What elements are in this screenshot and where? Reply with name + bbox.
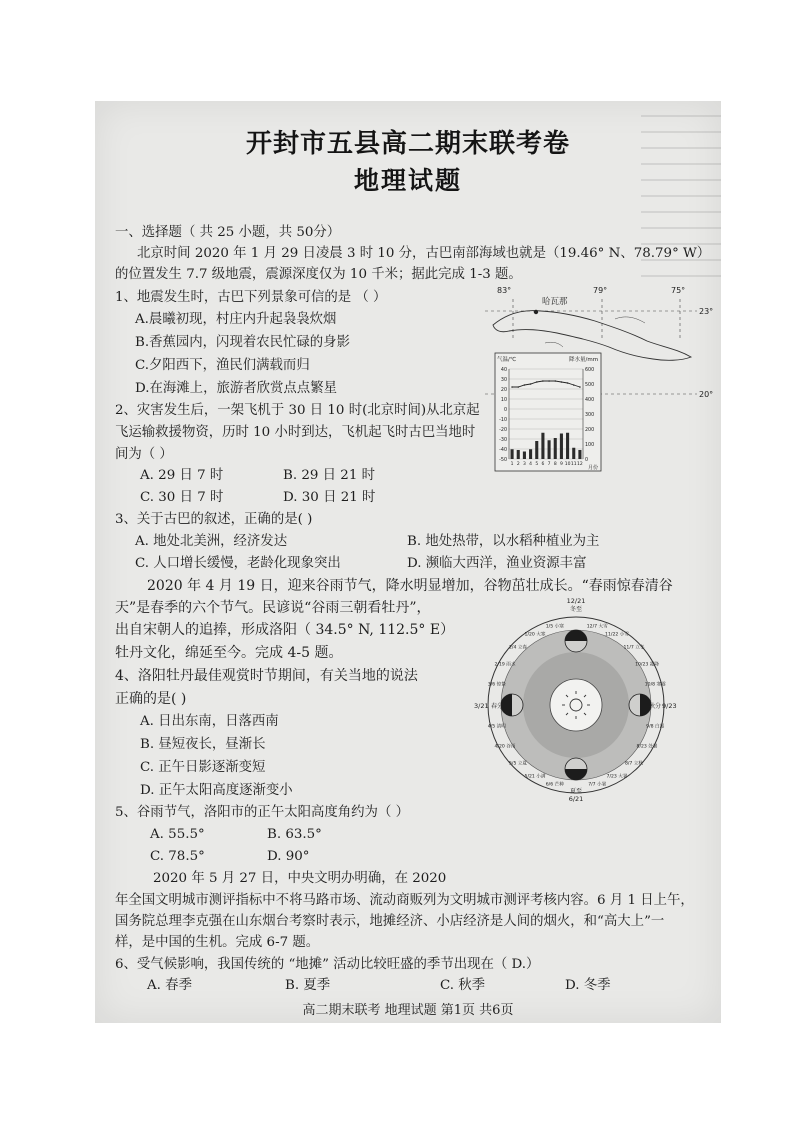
exam-title: 开封市五县高二期末联考卷 — [245, 129, 570, 159]
precip-tick-label: 200 — [585, 427, 595, 433]
temp-tick-label: 0 — [503, 407, 507, 413]
solar-term-label: 5/21 小满 — [524, 774, 546, 780]
temp-tick-label: 30 — [500, 377, 507, 383]
temperature-point — [567, 382, 569, 384]
q4-option-a: A. 日出东南，日落西南 — [140, 714, 279, 729]
solar-term-label: 8/23 处暑 — [636, 744, 658, 750]
solar-term-label: 11/22 小雪 — [605, 632, 629, 638]
month-tick-label: 9 — [559, 462, 563, 467]
temperature-point — [536, 381, 538, 383]
solar-term-label: 6/6 芒种 — [545, 782, 564, 788]
month-tick-label: 7 — [547, 462, 551, 467]
month-tick-label: 12 — [577, 462, 583, 467]
temperature-point — [561, 381, 563, 383]
intro-4-5-line-1: 2020 年 4 月 19 日，迎来谷雨节气，降水明显增加，谷物茁壮成长。“春雨惊春清谷 — [147, 578, 673, 594]
precip-bar — [517, 450, 520, 459]
q4-stem-line-1: 4、洛阳牡丹最佳观赏时节期间，有关当地的说法 — [115, 668, 418, 684]
temp-tick-label: -40 — [499, 447, 507, 453]
q6-stem: 6、受气候影响，我国传统的 “地摊” 活动比较旺盛的季节出现在（ D.） — [115, 957, 540, 972]
solar-term-label: 1/5 小寒 — [545, 624, 564, 630]
q1-option-b: B.香蕉园内，闪现着农民忙碌的身影 — [135, 335, 350, 350]
q4-option-b: B. 昼短夜长，昼渐长 — [140, 737, 266, 752]
map-lat-label-20: 20° — [699, 390, 714, 399]
temperature-point — [542, 380, 544, 382]
precip-bar — [523, 452, 526, 460]
q1-option-a: A.晨曦初现，村庄内升起袅袅炊烟 — [135, 312, 337, 327]
month-tick-label: 1 — [510, 462, 514, 467]
cuba-map-figure — [485, 281, 717, 481]
spring-date: 3/21 — [474, 702, 489, 710]
solar-term-label: 12/7 大雪 — [586, 624, 608, 630]
solar-term-label: 1/20 大寒 — [524, 632, 546, 638]
precip-tick-label: 100 — [585, 442, 595, 448]
spring-equinox-label: 春分 — [491, 703, 504, 710]
q5-option-d: D. 90° — [267, 849, 310, 864]
temp-tick-label: -10 — [499, 417, 507, 423]
earth-autumn — [629, 694, 651, 716]
q3-option-c: C. 人口增长缓慢，老龄化现象突出 — [135, 556, 341, 571]
q5-option-b: B. 63.5° — [267, 827, 322, 842]
solar-term-label: 7/23 大暑 — [606, 774, 628, 780]
q6-option-b: B. 夏季 — [285, 978, 331, 993]
solar-term-label: 4/5 清明 — [487, 724, 506, 730]
q3-option-b: B. 地处热带，以水稻种植业为主 — [407, 534, 600, 549]
temp-tick-label: 40 — [500, 367, 507, 373]
page-footer: 高二期末联考 地理试题 第1页 共6页 — [302, 1003, 514, 1018]
q1-option-c: C.夕阳西下，渔民们满载而归 — [135, 358, 310, 373]
map-lat-label-23: 23° — [699, 307, 714, 316]
precip-bar — [541, 433, 544, 459]
summer-date: 6/21 — [568, 795, 584, 803]
month-tick-label: 11 — [570, 462, 577, 467]
month-tick-label: 4 — [529, 462, 533, 467]
map-lon-label-75: 75° — [671, 286, 686, 295]
month-tick-label: 2 — [516, 462, 520, 467]
temp-tick-label: 10 — [500, 397, 507, 403]
earth-spring — [501, 694, 523, 716]
temp-tick-label: -50 — [499, 457, 507, 463]
precip-tick-label: 0 — [585, 457, 589, 463]
intro-4-5-line-4: 牡丹文化，绵延至今。完成 4-5 题。 — [115, 645, 343, 661]
intro-6-7-line-4: 样，是中国的生机。完成 6-7 题。 — [115, 935, 320, 950]
precip-tick-label: 600 — [585, 367, 595, 373]
q5-option-c: C. 78.5° — [150, 849, 205, 864]
intro-4-5-line-3: 出自宋朝人的追捧，形成洛阳（ 34.5° N, 112.5° E） — [115, 622, 455, 638]
temperature-point — [524, 384, 526, 386]
q4-option-d: D. 正午太阳高度逐渐变小 — [140, 783, 293, 798]
q5-stem: 5、谷雨节气，洛阳市的正午太阳高度角约为（ ） — [115, 805, 409, 820]
solar-term-label: 2/4 立春 — [508, 645, 528, 651]
temperature-point — [579, 386, 581, 388]
q5-option-a: A. 55.5° — [150, 827, 205, 842]
solar-term-label: 10/23 霜降 — [635, 662, 659, 668]
autumn-equinox-label: 秋分 — [649, 703, 662, 710]
temperature-point — [573, 384, 575, 386]
solar-terms-orbit-figure — [473, 596, 678, 806]
temperature-point — [530, 383, 532, 385]
temperature-point — [554, 380, 556, 382]
q2-option-b: B. 29 日 21 时 — [283, 468, 375, 483]
precip-bar — [566, 433, 569, 459]
section-heading: 一、选择题（ 共 25 小题，共 50分） — [115, 225, 341, 240]
intro-1-3-line-1: 北京时间 2020 年 1 月 29 日凌晨 3 时 10 分，古巴南部海域也就是（19.46° N、78.79° W） — [137, 246, 711, 261]
q6-option-c: C. 秋季 — [440, 978, 486, 993]
q6-option-d: D. 冬季 — [565, 978, 611, 993]
q2-stem-line-1: 2、灾害发生后，一架飞机于 30 日 10 时(北京时间)从北京起 — [115, 403, 480, 418]
sun-disk — [550, 679, 602, 731]
intro-6-7-line-1: 2020 年 5 月 27 日，中央文明办明确，在 2020 — [153, 871, 447, 886]
intro-1-3-line-2: 的位置发生 7.7 级地震，震源深度仅为 10 千米；据此完成 1-3 题。 — [115, 267, 522, 282]
solar-term-label: 3/6 惊蛰 — [487, 682, 506, 688]
solar-term-label: 10/8 寒露 — [644, 682, 666, 688]
precip-bar — [529, 449, 532, 459]
q6-option-a: A. 春季 — [147, 978, 192, 993]
summer-solstice-label: 夏至 — [569, 788, 583, 795]
temperature-point — [511, 386, 513, 388]
precip-bar — [511, 449, 514, 459]
temperature-point — [517, 386, 519, 388]
precip-bar — [572, 448, 575, 459]
intro-4-5-line-2: 天”是春季的六个节气。民谚说“谷雨三朝看牡丹”， — [115, 600, 431, 616]
solar-term-label: 11/7 立冬 — [623, 645, 645, 651]
q4-option-c: C. 正午日影逐渐变短 — [140, 760, 266, 775]
exam-page — [95, 101, 721, 1023]
precip-bar — [535, 441, 538, 459]
q2-option-c: C. 30 日 7 时 — [140, 490, 224, 505]
q3-option-d: D. 濒临大西洋，渔业资源丰富 — [407, 556, 587, 571]
map-city-label: 哈瓦那 — [542, 297, 568, 307]
precip-bar — [554, 438, 557, 459]
month-tick-label: 6 — [541, 462, 545, 467]
temp-tick-label: -30 — [499, 437, 507, 443]
month-axis-label: 月份 — [588, 465, 599, 471]
precip-tick-label: 300 — [585, 412, 595, 418]
month-tick-label: 10 — [564, 462, 571, 467]
month-tick-label: 5 — [535, 462, 539, 467]
temp-tick-label: 20 — [500, 387, 507, 393]
month-tick-label: 3 — [522, 462, 526, 467]
q1-stem: 1、地震发生时，古巴下列景象可信的是 （ ） — [115, 290, 387, 305]
precip-bar — [548, 440, 551, 459]
precip-tick-label: 400 — [585, 397, 595, 403]
solar-term-label: 8/7 立秋 — [624, 761, 644, 767]
solar-term-label: 5/5 立夏 — [508, 761, 528, 767]
precip-axis-title: 降水量/mm — [569, 357, 599, 363]
temp-axis-title: 气温/℃ — [497, 357, 517, 363]
solar-term-label: 7/7 小暑 — [588, 782, 607, 788]
precip-bar — [578, 450, 581, 459]
q4-stem-line-2: 正确的是( ) — [115, 691, 187, 707]
solar-term-label: 9/8 白露 — [646, 724, 665, 730]
winter-solstice-label: 冬至 — [569, 606, 583, 613]
solar-term-label: 4/20 谷雨 — [494, 744, 516, 750]
winter-date: 12/21 — [566, 597, 586, 605]
q3-stem: 3、关于古巴的叙述，正确的是( ) — [115, 512, 313, 527]
month-tick-label: 8 — [553, 462, 557, 467]
intro-6-7-line-2: 年全国文明城市测评指标中不将马路市场、流动商贩列为文明城市测评考核内容。6 月 1 日上午， — [115, 893, 694, 908]
exam-subtitle: 地理试题 — [353, 166, 462, 195]
intro-6-7-line-3: 国务院总理李克强在山东烟台考察时表示，地摊经济、小店经济是人间的烟火，和“高大上”一 — [115, 914, 665, 929]
earth-winter — [565, 630, 587, 652]
precip-bar — [560, 434, 563, 460]
temp-tick-label: -20 — [499, 427, 507, 433]
map-lon-label-79: 79° — [593, 286, 608, 295]
q2-option-a: A. 29 日 7 时 — [140, 468, 224, 483]
map-lon-label-83: 83° — [497, 286, 512, 295]
earth-summer — [565, 758, 587, 780]
solar-term-label: 2/19 雨水 — [494, 662, 516, 668]
q2-stem-line-3: 间为（ ） — [115, 447, 173, 462]
precip-tick-label: 500 — [585, 382, 595, 388]
q1-option-d: D.在海滩上，旅游者欣赏点点繁星 — [135, 381, 337, 396]
q2-stem-line-2: 飞运输救援物资，历时 10 小时到达，飞机起飞时古巴当地时 — [115, 425, 476, 440]
q3-option-a: A. 地处北美洲，经济发达 — [135, 534, 288, 549]
q2-option-d: D. 30 日 21 时 — [283, 490, 376, 505]
autumn-date: 9/23 — [662, 702, 677, 710]
temperature-point — [548, 380, 550, 382]
havana-marker — [534, 310, 538, 314]
